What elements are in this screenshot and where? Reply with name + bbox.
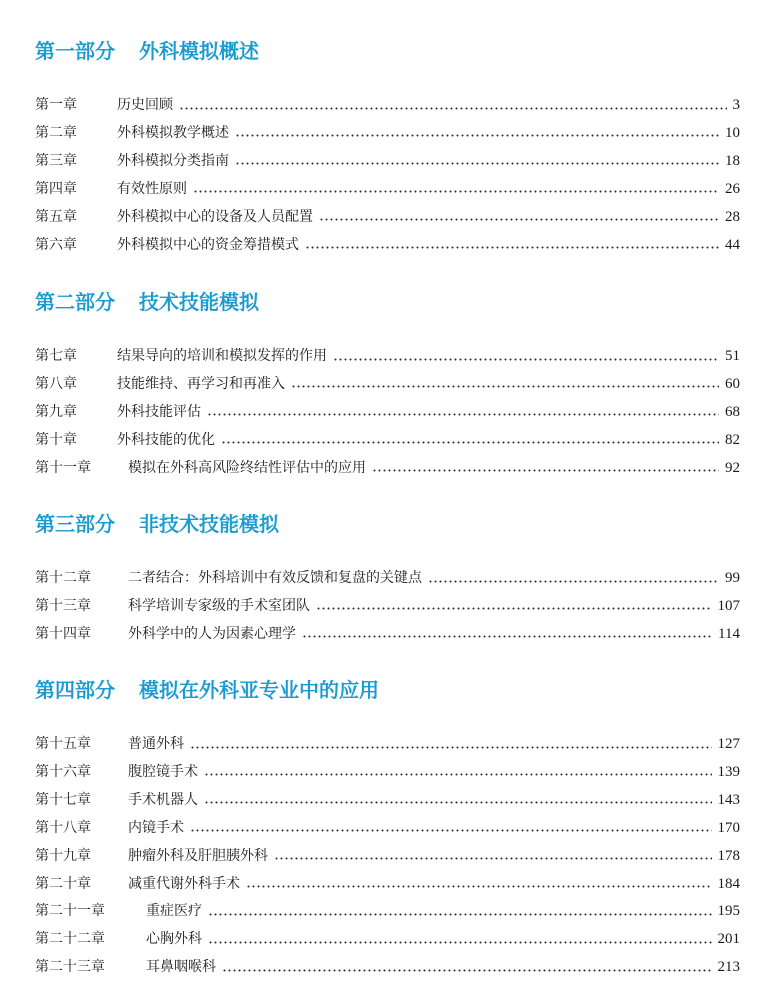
- chapter-title: 模拟在外科高风险终结性评估中的应用: [128, 459, 366, 476]
- chapter-title: 有效性原则: [117, 180, 187, 197]
- toc-entry[interactable]: [35, 593, 740, 619]
- page-number: 127: [717, 736, 740, 752]
- page-number: 82: [725, 431, 740, 448]
- toc-entry[interactable]: [35, 232, 740, 258]
- page-number: 201: [717, 931, 740, 948]
- toc-entry[interactable]: [35, 565, 740, 591]
- dot-leader: [208, 941, 712, 944]
- page-number: 68: [725, 403, 740, 420]
- dot-leader: [316, 607, 712, 610]
- toc-entry[interactable]: [35, 120, 740, 146]
- chapter-number: 第十九章: [35, 847, 91, 864]
- chapter-title: 科学培训专家级的手术室团队: [128, 597, 310, 614]
- dot-leader: [207, 413, 719, 416]
- chapter-number: 第二十一章: [35, 903, 105, 920]
- part-title: 模拟在外科亚专业中的应用: [139, 678, 379, 702]
- dot-leader: [246, 885, 712, 888]
- chapter-number: 第十七章: [35, 791, 91, 808]
- dot-leader: [204, 801, 712, 804]
- page-number: 114: [718, 625, 740, 642]
- chapter-number: 第十六章: [35, 763, 91, 780]
- part-heading: [35, 37, 259, 65]
- chapter-number: 第一章: [35, 97, 77, 113]
- part-heading: [35, 288, 259, 316]
- page-number: 51: [725, 348, 740, 364]
- chapter-title: 外科技能评估: [117, 403, 201, 420]
- chapter-title: 外科学中的人为因素心理学: [128, 625, 296, 642]
- toc-entry[interactable]: [35, 898, 740, 924]
- toc-entry[interactable]: [35, 371, 740, 397]
- dot-leader: [274, 857, 712, 860]
- page-number: 60: [725, 375, 740, 392]
- page-number: 184: [717, 875, 740, 892]
- chapter-title: 外科模拟分类指南: [117, 152, 229, 169]
- toc-entry[interactable]: [35, 815, 740, 841]
- chapter-title: 外科模拟教学概述: [117, 124, 229, 141]
- chapter-number: 第十五章: [35, 736, 91, 752]
- page-number: 178: [717, 847, 740, 864]
- page-number: 26: [725, 180, 740, 197]
- dot-leader: [190, 829, 712, 832]
- part-number: 第二部分: [35, 290, 115, 314]
- chapter-title: 心胸外科: [146, 931, 202, 948]
- dot-leader: [221, 441, 719, 444]
- toc-entry[interactable]: [35, 871, 740, 897]
- chapter-title: 耳鼻咽喉科: [146, 959, 216, 976]
- page-number: 10: [725, 124, 740, 141]
- dot-leader: [208, 913, 712, 916]
- part-heading: [35, 510, 279, 538]
- chapter-title: 结果导向的培训和模拟发挥的作用: [117, 348, 327, 364]
- chapter-number: 第七章: [35, 348, 77, 364]
- dot-leader: [291, 385, 719, 388]
- chapter-number: 第二章: [35, 124, 77, 141]
- page-number: 28: [725, 208, 740, 225]
- chapter-number: 第十章: [35, 431, 77, 448]
- toc-entry[interactable]: [35, 954, 740, 980]
- page-number: 99: [725, 570, 740, 586]
- part-title: 非技术技能模拟: [139, 512, 279, 536]
- chapter-title: 技能维持、再学习和再准入: [117, 375, 285, 392]
- part-title: 技术技能模拟: [139, 290, 259, 314]
- page-number: 195: [717, 903, 740, 920]
- chapter-number: 第十三章: [35, 597, 91, 614]
- dot-leader: [302, 635, 712, 638]
- toc-entry[interactable]: [35, 427, 740, 453]
- page-number: 143: [717, 791, 740, 808]
- toc-entry[interactable]: [35, 787, 740, 813]
- page-number: 107: [717, 597, 740, 614]
- dot-leader: [333, 358, 719, 361]
- dot-leader: [235, 162, 719, 165]
- part-number: 第四部分: [35, 678, 115, 702]
- dot-leader: [235, 134, 719, 137]
- dot-leader: [204, 773, 712, 776]
- chapter-title: 外科模拟中心的设备及人员配置: [117, 208, 313, 225]
- toc-entry[interactable]: [35, 399, 740, 425]
- dot-leader: [372, 469, 719, 472]
- chapter-number: 第十四章: [35, 625, 91, 642]
- toc-entry[interactable]: [35, 843, 740, 869]
- toc-entry[interactable]: [35, 204, 740, 230]
- chapter-number: 第三章: [35, 152, 77, 169]
- chapter-title: 重症医疗: [146, 903, 202, 920]
- chapter-title: 历史回顾: [117, 97, 173, 113]
- page-number: 170: [717, 819, 740, 836]
- chapter-number: 第五章: [35, 208, 77, 225]
- dot-leader: [193, 190, 719, 193]
- part-title: 外科模拟概述: [139, 39, 259, 63]
- dot-leader: [305, 246, 719, 249]
- page-number: 44: [725, 236, 740, 253]
- toc-entry[interactable]: [35, 926, 740, 952]
- chapter-title: 外科模拟中心的资金筹措模式: [117, 236, 299, 253]
- chapter-number: 第十二章: [35, 570, 91, 586]
- chapter-title: 腹腔镜手术: [128, 763, 198, 780]
- chapter-number: 第十八章: [35, 819, 91, 836]
- part-heading: [35, 676, 379, 704]
- chapter-title: 内镜手术: [128, 819, 184, 836]
- part-number: 第一部分: [35, 39, 115, 63]
- page-number: 213: [717, 959, 740, 976]
- toc-entry[interactable]: [35, 759, 740, 785]
- dot-leader: [428, 580, 719, 583]
- toc-entry[interactable]: [35, 176, 740, 202]
- page-number: 3: [732, 97, 740, 113]
- toc-entry[interactable]: [35, 148, 740, 174]
- chapter-title: 外科技能的优化: [117, 431, 215, 448]
- chapter-number: 第四章: [35, 180, 77, 197]
- chapter-title: 肿瘤外科及肝胆胰外科: [128, 847, 268, 864]
- toc-entry[interactable]: [35, 92, 740, 118]
- page-number: 139: [717, 763, 740, 780]
- dot-leader: [179, 107, 727, 110]
- chapter-title: 二者结合：外科培训中有效反馈和复盘的关键点: [128, 570, 422, 586]
- page-number: 18: [725, 152, 740, 169]
- toc-entry[interactable]: [35, 343, 740, 369]
- page-number: 92: [725, 459, 740, 476]
- chapter-number: 第二十章: [35, 875, 91, 892]
- chapter-number: 第十一章: [35, 459, 91, 476]
- dot-leader: [222, 969, 712, 972]
- toc-entry[interactable]: [35, 621, 740, 647]
- dot-leader: [190, 746, 712, 749]
- chapter-title: 手术机器人: [128, 791, 198, 808]
- chapter-number: 第八章: [35, 375, 77, 392]
- chapter-number: 第二十三章: [35, 959, 105, 976]
- toc-entry[interactable]: [35, 455, 740, 481]
- part-number: 第三部分: [35, 512, 115, 536]
- chapter-title: 减重代谢外科手术: [128, 875, 240, 892]
- chapter-number: 第二十二章: [35, 931, 105, 948]
- dot-leader: [319, 218, 719, 221]
- chapter-number: 第六章: [35, 236, 77, 253]
- chapter-number: 第九章: [35, 403, 77, 420]
- chapter-title: 普通外科: [128, 736, 184, 752]
- toc-entry[interactable]: [35, 731, 740, 757]
